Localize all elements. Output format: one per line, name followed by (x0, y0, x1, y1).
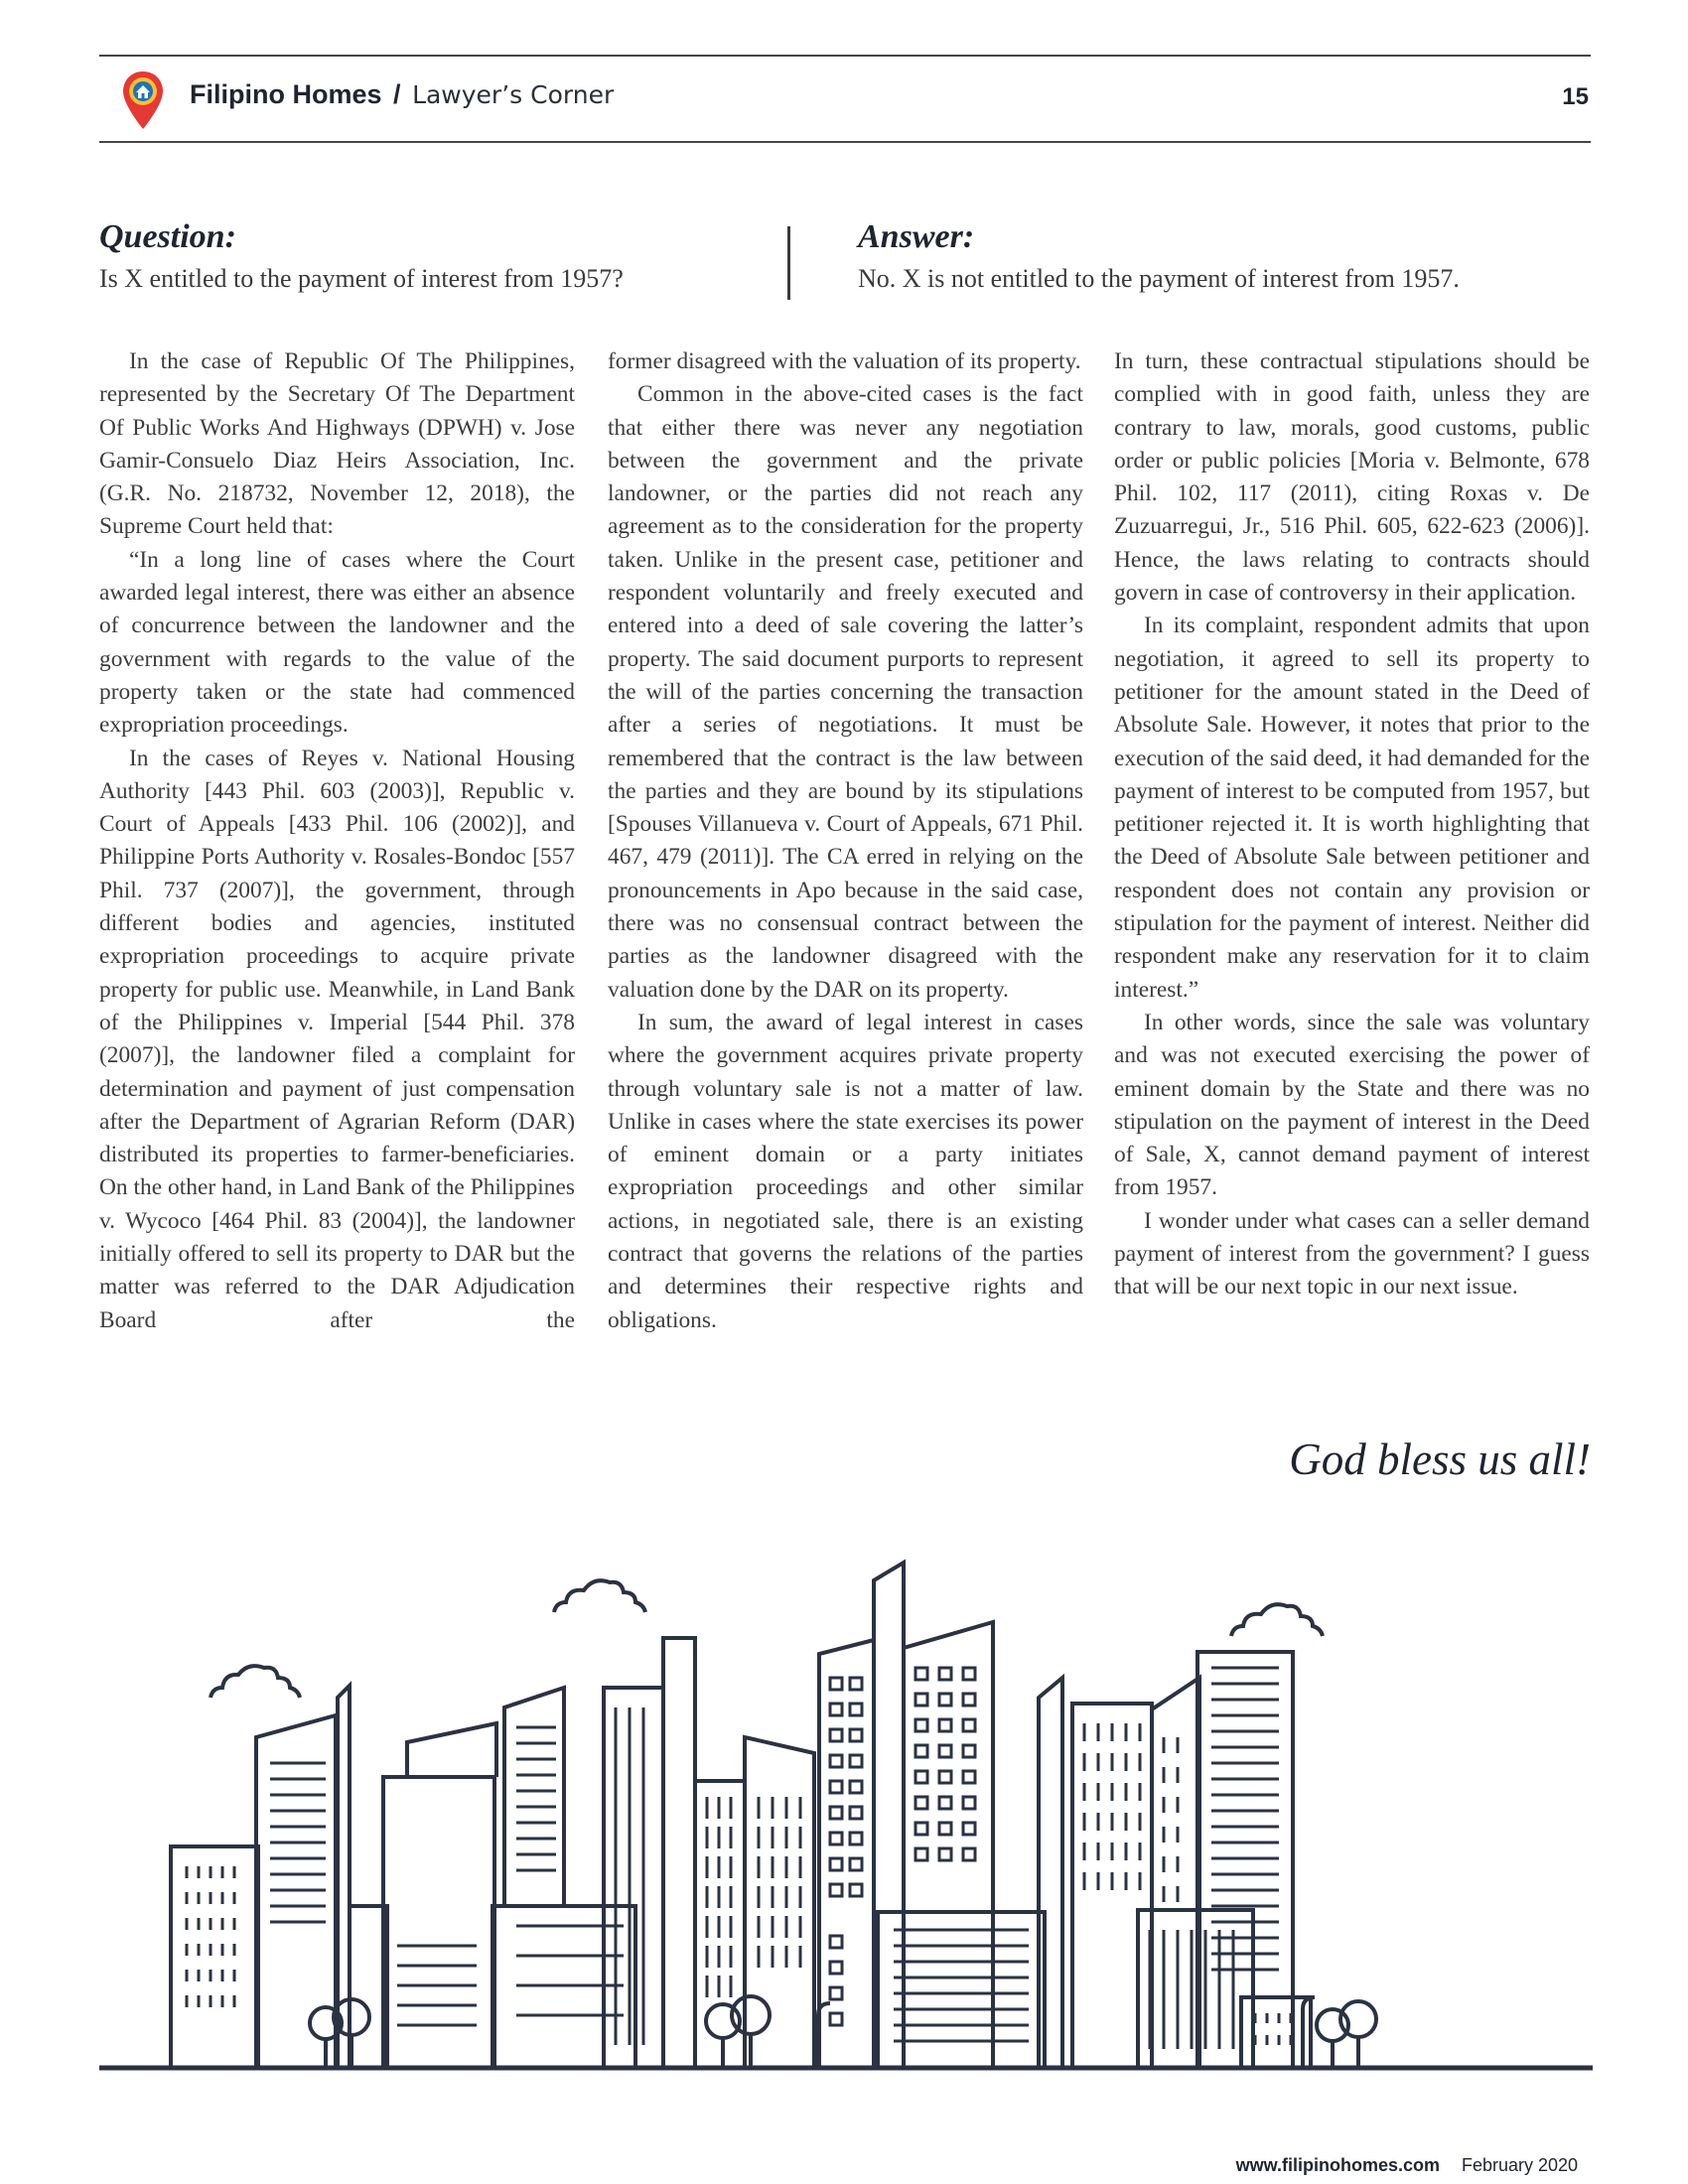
section-name: Lawyer’s Corner (412, 80, 615, 109)
paragraph: Common in the above-cited cases is the fact that either there was never any negotiation between the government and the private landowner, or the parties did not reach any agreement as to the consideration for the property taken. Unlike in the present case, petitioner and respondent voluntarily and freely executed and entered into a deed of sale covering the latter’s property. The said document purports to represent the will of the parties concerning the transaction after a series of negotiations. It must be remembered that the contract is the law between the parties and they are bound by its stipulations [Spouses Villanueva v. Court of Appeals, 671 Phil. 467, 479 (2011)]. The CA erred in relying on the pronouncements in Apo because in the said case, there was no consensual contract between the parties as the landowner disagreed with the valuation done by the DAR on its property. (608, 381, 1083, 1003)
answer-text: No. X is not entitled to the payment of interest from 1957. (858, 264, 1460, 293)
paragraph: In turn, these contractual stipulations should be complied with in good faith, unless they are contrary to law, morals, good customs, public order or public policies [Moria v. Belmonte, 678 Phil. 102, 117 (2011), citing Roxas v. De Zuzuarregui, Jr., 516 Phil. 605, 622-623 (2006)]. Hence, the laws relating to contracts should govern in case of controversy in their application. (1114, 348, 1590, 607)
footer-date: February 2020 (1462, 2155, 1579, 2175)
paragraph: I wonder under what cases can a seller demand payment of interest from the government? I guess that will be our next topic in our next issue. (1114, 1207, 1590, 1300)
paragraph: In the case of Republic Of The Philippines, represented by the Secretary Of The Department Of Public Works And Highways (DPWH) v. Jose Gamir-Consuelo Diaz Heirs Association, Inc. (G.R. No. 218732, November 12, 2018), the Supreme Court held that: (99, 348, 575, 540)
article-column-1 (99, 345, 575, 1337)
publication-brand (190, 79, 614, 110)
header-top-rule (99, 55, 1591, 57)
paragraph: In other words, since the sale was voluntary and was not executed exercising the power of eminent domain by the State and there was no stipulation on the payment of interest in the Deed of Sale, X, cannot demand payment of interest from 1957. (1114, 1009, 1590, 1201)
paragraph: “In a long line of cases where the Court awarded legal interest, there was either an absence of concurrence between the landowner and the government with regards to the value of the property taken or the state had commenced expropriation proceedings. (99, 546, 575, 739)
question-text: Is X entitled to the payment of interest from 1957? (99, 264, 624, 293)
answer-title: Answer: (858, 218, 975, 255)
paragraph: In the cases of Reyes v. National Housing Authority [443 Phil. 603 (2003)], Republic v. Court of Appeals [433 Phil. 106 (2002)], and Philippine Ports Authority v. Rosales-Bondoc [557 Phil. 737 (2007)], the government, through different bodies and agencies, instituted expropriation proceedings to acquire private property for public use. Meanwhile, in Land Bank of the Philippines v. Imperial [544 Phil. 378 (2007)], the landowner filed a complaint for determination and payment of just compensation after the Department of Agrarian Reform (DAR) distributed its properties to farmer-beneficiaries. On the other hand, in Land Bank of the Philippines v. Wycoco [464 Phil. 83 (2004)], the landowner initially offered to sell its property to DAR but the matter was referred to the DAR Adjudication Board after the (99, 745, 575, 1333)
paragraph: In sum, the award of legal interest in cases where the government acquires private property through voluntary sale is not a matter of law. Unlike in cases where the state exercises its power of eminent domain or a party initiates expropriation proceedings and other similar actions, in negotiated sale, there is an existing contract that governs the relations of the parties and determines their respective rights and obligations. (608, 1009, 1083, 1333)
brand-separator: / (393, 79, 401, 109)
closing-line: God bless us all! (1289, 1434, 1591, 1484)
page-number: 15 (1562, 83, 1589, 110)
map-pin-house-icon (121, 69, 165, 133)
question-title: Question: (99, 218, 236, 255)
qa-divider (787, 226, 790, 300)
footer-website: www.filipinohomes.com (1235, 2155, 1440, 2175)
paragraph: former disagreed with the valuation of its property. (608, 348, 1081, 374)
city-skyline-icon (99, 1529, 1593, 2105)
brand-name: Filipino Homes (190, 79, 382, 109)
article-column-2 (608, 345, 1083, 1337)
header-bottom-rule (99, 141, 1591, 143)
article-column-3 (1114, 345, 1590, 1304)
paragraph: In its complaint, respondent admits that upon negotiation, it agreed to sell its property to petitioner for the amount stated in the Deed of Absolute Sale. However, it notes that prior to the execution of the said deed, it had demanded for the payment of interest to be computed from 1957, but petitioner rejected it. It is worth highlighting that the Deed of Absolute Sale between petitioner and respondent does not contain any provision or stipulation for the payment of interest. Neither did respondent make any reservation for it to claim interest.” (1114, 613, 1590, 1003)
